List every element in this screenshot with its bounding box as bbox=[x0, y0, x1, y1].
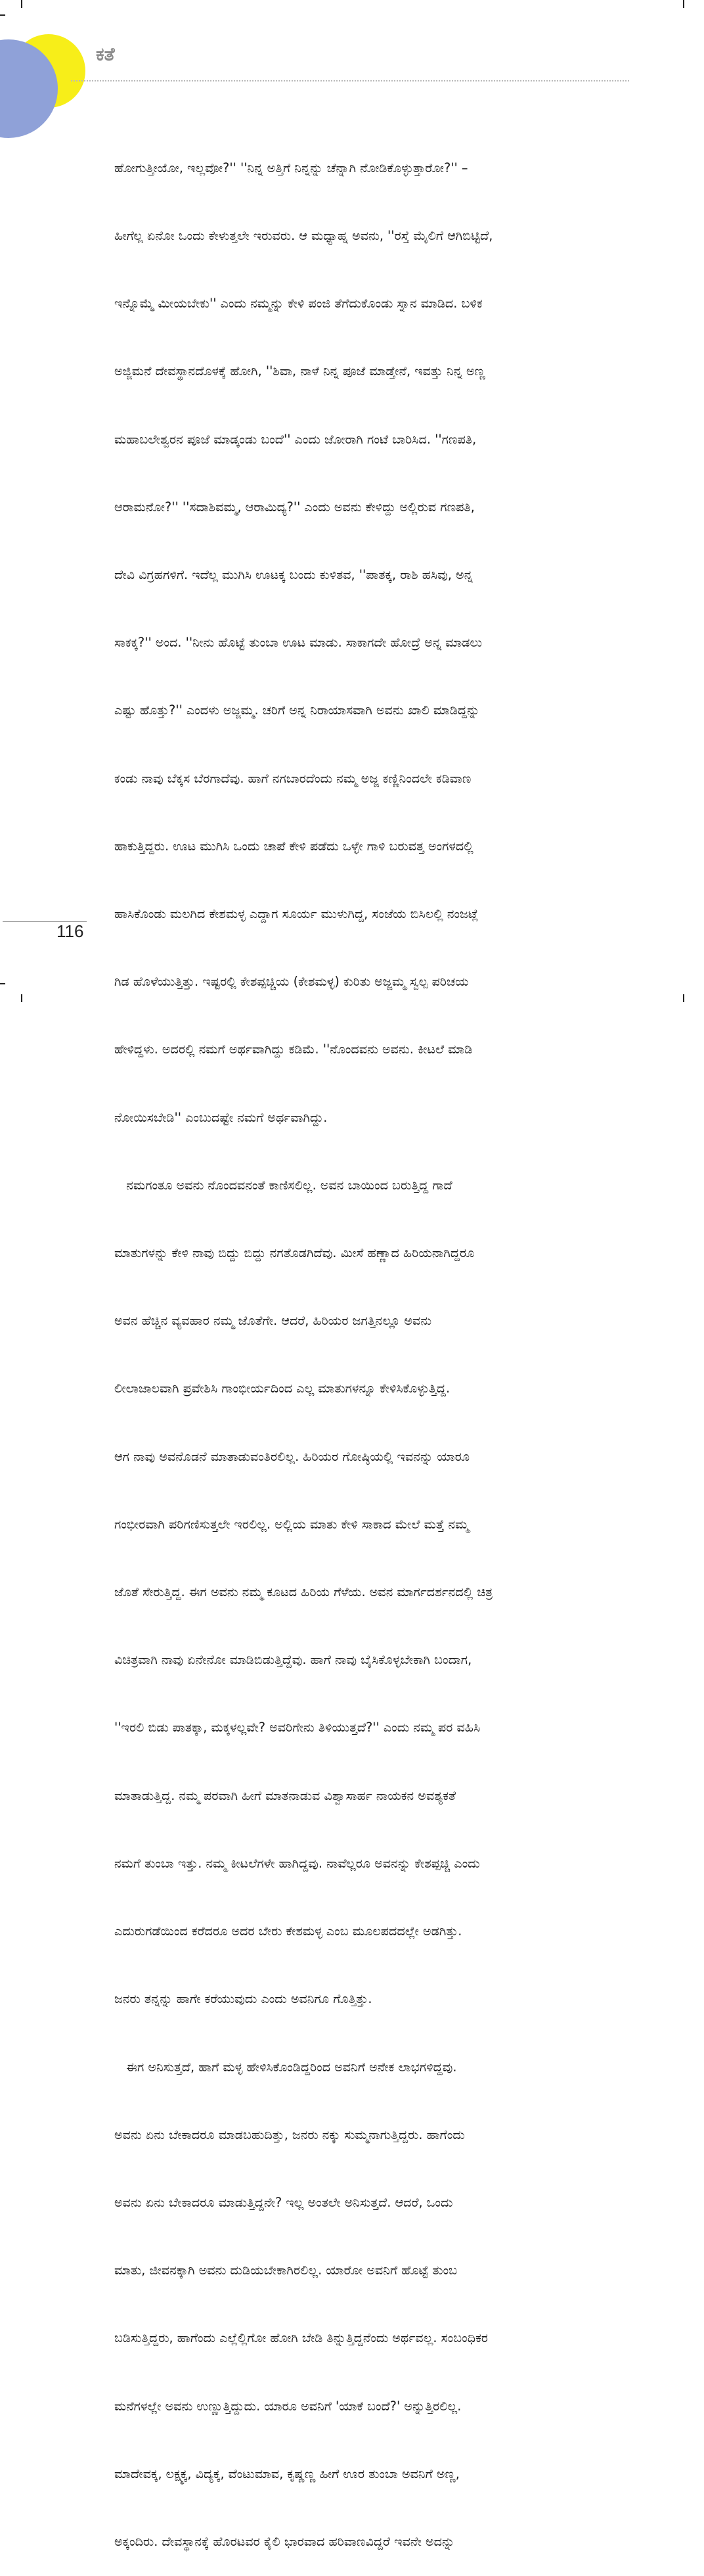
text-line: ನಮಗೆ ತುಂಬಾ ಇತ್ತು. ನಮ್ಮ ಕೀಟಲೆಗಳೇ ಹಾಗಿದ್ದವು. ನಾವೆಲ್ಲರೂ ಅವನನ್ನು ಕೇಶಪ್ಪಚ್ಚಿ ಎಂದು bbox=[114, 1855, 480, 1871]
crop-mark-bottom-right bbox=[683, 994, 684, 1002]
text-line: ''ಇರಲಿ ಬಿಡು ಪಾತಕ್ಕಾ, ಮಕ್ಕಳಲ್ಲವೇ? ಅವರಿಗೇನು ತಿಳಿಯುತ್ತದೆ?'' ಎಂದು ನಮ್ಮ ಪರ ವಹಿಸಿ bbox=[114, 1720, 481, 1736]
text-line: ಗಂಭೀರವಾಗಿ ಪರಿಗಣಿಸುತ್ತಲೇ ಇರಲಿಲ್ಲ. ಅಲ್ಲಿಯ ಮಾತು ಕೇಳಿ ಸಾಕಾದ ಮೇಲೆ ಮತ್ತೆ ನಮ್ಮ bbox=[114, 1516, 470, 1532]
text-line: ಇನ್ನೊಮ್ಮೆ ಮೀಯಬೇಕು'' ಎಂದು ನಮ್ಮನ್ನು ಕೇಳಿ ಪಂಜಿ ತೆಗೆದುಕೊಂಡು ಸ್ನಾನ ಮಾಡಿದ. ಬಳಿಕ bbox=[114, 296, 483, 311]
crop-mark-left-top bbox=[0, 14, 5, 16]
text-line: ಮಹಾಬಲೇಶ್ವರನ ಪೂಜೆ ಮಾಡ್ಕಂಡು ಬಂದೆ'' ಎಂದು ಜೋರಾಗಿ ಗಂಟೆ ಬಾರಿಸಿದ. ''ಗಣಪತಿ, bbox=[114, 431, 477, 447]
text-line: ಬಡಿಸುತ್ತಿದ್ದರು, ಹಾಗೆಂದು ಎಲ್ಲೆಲ್ಲಿಗೋ ಹೋಗಿ ಬೇಡಿ ತಿನ್ನುತ್ತಿದ್ದನೆಂದು ಅರ್ಥವಲ್ಲ. ಸಂಬಂಧಿಕರ bbox=[114, 2330, 488, 2346]
text-line: ಕಂಡು ನಾವು ಬೆಕ್ಕಸ ಬೆರಗಾದೆವು. ಹಾಗೆ ನಗಬಾರದೆಂದು ನಮ್ಮ ಅಜ್ಜ ಕಣ್ಣಿನಿಂದಲೇ ಕಡಿವಾಣ bbox=[114, 770, 472, 786]
text-line: ಲೀಲಾಜಾಲವಾಗಿ ಪ್ರವೇಶಿಸಿ ಗಾಂಭೀರ್ಯದಿಂದ ಎಲ್ಲ ಮಾತುಗಳನ್ನೂ ಕೇಳಿಸಿಕೊಳ್ಳುತ್ತಿದ್ದ. bbox=[114, 1381, 451, 1396]
text-line: ಅವನ ಹೆಚ್ಚಿನ ವ್ಯವಹಾರ ನಮ್ಮ ಜೊತೆಗೇ. ಆದರೆ, ಹಿರಿಯರ ಜಗತ್ತಿನಲ್ಲೂ ಅವನು bbox=[114, 1313, 432, 1329]
section-title: ಕತೆ bbox=[96, 43, 115, 65]
text-line: ನೋಯಿಸಬೇಡಿ'' ಎಂಬುದಷ್ಟೇ ನಮಗೆ ಅರ್ಥವಾಗಿದ್ದು. bbox=[114, 1109, 328, 1125]
story-text bbox=[114, 112, 623, 2576]
text-line: ಮಾದೇವಕ್ಕ, ಲಕ್ಷ್ಮಕ್ಕ, ವಿದ್ಯಕ್ಕ, ವೆಂಟುಮಾವ, ಕೃಷ್ಣಣ್ಣ ಹೀಗೆ ಊರ ತುಂಬಾ ಅವನಿಗೆ ಅಣ್ಣ, bbox=[114, 2466, 460, 2481]
crop-mark-top-left bbox=[21, 0, 22, 8]
text-line: ಹೀಗೆಲ್ಲ ಏನೋ ಒಂದು ಕೇಳುತ್ತಲೇ ಇರುವರು. ಆ ಮಧ್ಯಾಹ್ನ ಅವನು, ''ರಸ್ತೆ ಮೈಲಿಗೆ ಆಗಿಬಿಟ್ಟಿದೆ, bbox=[114, 228, 493, 244]
text-line: ಮಾತಾಡುತ್ತಿದ್ದ. ನಮ್ಮ ಪರವಾಗಿ ಹೀಗೆ ಮಾತನಾಡುವ ವಿಶ್ವಾಸಾರ್ಹ ನಾಯಕನ ಅವಶ್ಯಕತೆ bbox=[114, 1787, 456, 1803]
text-line: ಅವನು ಏನು ಬೇಕಾದರೂ ಮಾಡಬಹುದಿತ್ತು, ಜನರು ನಕ್ಕು ಸುಮ್ಮನಾಗುತ್ತಿದ್ದರು. ಹಾಗೆಂದು bbox=[114, 2127, 465, 2142]
text-line: ಎಷ್ಟು ಹೊತ್ತು?'' ಎಂದಳು ಅಜ್ಜಮ್ಮ. ಚರಿಗೆ ಅನ್ನ ನಿರಾಯಾಸವಾಗಿ ಅವನು ಖಾಲಿ ಮಾಡಿದ್ದನ್ನು bbox=[114, 702, 480, 718]
text-line: ಮಾತುಗಳನ್ನು ಕೇಳಿ ನಾವು ಬಿದ್ದು ಬಿದ್ದು ನಗತೊಡಗಿದೆವು. ಮೀಸೆ ಹಣ್ಣಾದ ಹಿರಿಯನಾಗಿದ್ದರೂ bbox=[114, 1245, 475, 1261]
crop-mark-left-bottom bbox=[0, 983, 5, 984]
text-line: ಜನರು ತನ್ನನ್ನು ಹಾಗೇ ಕರೆಯುವುದು ಎಂದು ಅವನಿಗೂ ಗೊತ್ತಿತ್ತು. bbox=[114, 1991, 372, 2007]
crop-mark-top-right bbox=[683, 0, 684, 8]
text-line: ಮನೆಗಳಲ್ಲೇ ಅವನು ಉಣ್ಣುತ್ತಿದ್ದುದು. ಯಾರೂ ಅವನಿಗೆ 'ಯಾಕೆ ಬಂದೆ?' ಅನ್ನುತ್ತಿರಲಿಲ್ಲ. bbox=[114, 2398, 462, 2414]
text-line: ದೇವಿ ವಿಗ್ರಹಗಳಿಗೆ. ಇದೆಲ್ಲ ಮುಗಿಸಿ ಊಟಕ್ಕ ಬಂದು ಕುಳಿತವ, ''ಪಾತಕ್ಕ, ರಾಶಿ ಹಸಿವು, ಅನ್ನ bbox=[114, 567, 473, 583]
header-dotted-rule bbox=[71, 80, 629, 81]
text-line: ಹೋಗುತ್ತೀಯೋ, ಇಲ್ಲವೋ?'' ''ನಿನ್ನ ಅತ್ತಿಗೆ ನಿನ್ನನ್ನು ಚೆನ್ನಾಗಿ ನೋಡಿಕೊಳ್ಳುತ್ತಾರೋ?'' – bbox=[114, 160, 468, 175]
text-line: ಹೇಳಿದ್ದಳು. ಅದರಲ್ಲಿ ನಮಗೆ ಅರ್ಥವಾಗಿದ್ದು ಕಡಿಮೆ. ''ನೊಂದವನು ಅವನು. ಕೀಟಲೆ ಮಾಡಿ bbox=[114, 1042, 473, 1057]
text-line: ಅಜ್ಜಿಮನೆ ದೇವಸ್ಥಾನದೊಳಕ್ಕೆ ಹೋಗಿ, ''ಶಿವಾ, ನಾಳೆ ನಿನ್ನ ಪೂಜೆ ಮಾಡ್ತೇನೆ, ಇವತ್ತು ನಿನ್ನ ಅಣ್ಣ bbox=[114, 363, 485, 379]
text-line: ಎದುರುಗಡೆಯಿಂದ ಕರೆದರೂ ಅದರ ಬೇರು ಕೇಶಮಳ್ಳ ಎಂಬ ಮೂಲಪದದಲ್ಲೇ ಅಡಗಿತ್ತು. bbox=[114, 1923, 462, 1939]
text-line: ಹಾಕುತ್ತಿದ್ದರು. ಊಟ ಮುಗಿಸಿ ಒಂದು ಚಾಪೆ ಕೇಳಿ ಪಡೆದು ಒಳ್ಳೇ ಗಾಳಿ ಬರುವತ್ತ ಅಂಗಳದಲ್ಲಿ bbox=[114, 838, 473, 854]
text-line: ಅಕ್ಕಂದಿರು. ದೇವಸ್ಥಾನಕ್ಕೆ ಹೊರಟವರ ಕೈಲಿ ಭಾರವಾದ ಹರಿವಾಣವಿದ್ದರೆ ಇವನೇ ಅದನ್ನು bbox=[114, 2533, 455, 2549]
text-line: ನಮಗಂತೂ ಅವನು ನೊಂದವನಂತೆ ಕಾಣಿಸಲಿಲ್ಲ. ಅವನ ಬಾಯಿಂದ ಬರುತ್ತಿದ್ದ ಗಾದೆ bbox=[114, 1177, 452, 1193]
text-line: ಮಾತು, ಜೀವನಕ್ಕಾಗಿ ಅವನು ದುಡಿಯಬೇಕಾಗಿರಲಿಲ್ಲ. ಯಾರೋ ಅವನಿಗೆ ಹೊಟ್ಟೆ ತುಂಬ bbox=[114, 2263, 458, 2278]
text-line: ಸಾಕಕ್ಕ?'' ಅಂದ. ''ನೀನು ಹೊಟ್ಟೆ ತುಂಬಾ ಊಟ ಮಾಡು. ಸಾಕಾಗದೇ ಹೋದ್ರೆ ಅನ್ನ ಮಾಡಲು bbox=[114, 635, 483, 651]
page-number: 116 bbox=[56, 921, 84, 941]
text-line: ಹಾಸಿಕೊಂಡು ಮಲಗಿದ ಕೇಶಮಳ್ಳ ಎದ್ದಾಗ ಸೂರ್ಯ ಮುಳುಗಿದ್ದ, ಸಂಜೆಯ ಬಿಸಿಲಲ್ಲಿ ನಂಜಟ್ಲೆ bbox=[114, 906, 479, 922]
text-line: ಜೊತೆ ಸೇರುತ್ತಿದ್ದ. ಈಗ ಅವನು ನಮ್ಮ ಕೂಟದ ಹಿರಿಯ ಗೆಳೆಯ. ಅವನ ಮಾರ್ಗದರ್ಶನದಲ್ಲಿ ಚಿತ್ರ bbox=[114, 1584, 493, 1600]
text-line: ಈಗ ಅನಿಸುತ್ತದೆ, ಹಾಗೆ ಮಳ್ಳ ಹೇಳಿಸಿಕೊಂಡಿದ್ದರಿಂದ ಅವನಿಗೆ ಅನೇಕ ಲಾಭಗಳಿದ್ದವು. bbox=[114, 2059, 457, 2075]
text-line: ಅವನು ಏನು ಬೇಕಾದರೂ ಮಾಡುತ್ತಿದ್ದನೇ? ಇಲ್ಲ ಅಂತಲೇ ಅನಿಸುತ್ತದೆ. ಆದರೆ, ಒಂದು bbox=[114, 2194, 453, 2210]
text-line: ಗಿಡ ಹೊಳೆಯುತ್ತಿತ್ತು. ಇಷ್ಟರಲ್ಲಿ ಕೇಶಪ್ಪಚ್ಚಿಯ (ಕೇಶಮಳ್ಳ) ಕುರಿತು ಅಜ್ಜಮ್ಮ ಸ್ವಲ್ಪ ಪರಿಚಯ bbox=[114, 974, 469, 990]
text-line: ವಿಚಿತ್ರವಾಗಿ ನಾವು ಏನೇನೋ ಮಾಡಿಬಿಡುತ್ತಿದ್ದೆವು. ಹಾಗೆ ನಾವು ಬೈಸಿಕೊಳ್ಳಬೇಕಾಗಿ ಬಂದಾಗ, bbox=[114, 1652, 472, 1668]
text-line: ಆರಾಮನೋ?'' ''ಸದಾಶಿವಮ್ಮ, ಆರಾಮಿದ್ಯ?'' ಎಂದು ಅವನು ಕೇಳಿದ್ದು ಅಲ್ಲಿರುವ ಗಣಪತಿ, bbox=[114, 499, 475, 515]
text-line: ಆಗ ನಾವು ಅವನೊಡನೆ ಮಾತಾಡುವಂತಿರಲಿಲ್ಲ. ಹಿರಿಯರ ಗೋಷ್ಠಿಯಲ್ಲಿ ಇವನನ್ನು ಯಾರೂ bbox=[114, 1448, 470, 1464]
crop-mark-bottom-left bbox=[21, 994, 22, 1002]
